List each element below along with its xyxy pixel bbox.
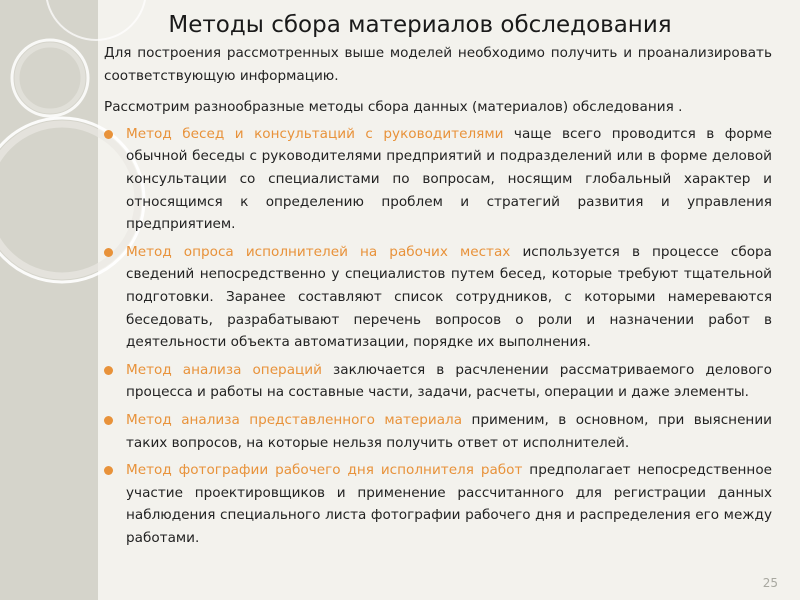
method-description: предполагает непосредственное участие проектировщиков и применение рассчитанного для регистрации данных наблюдения специального листа фотографии рабочего дня и распределения его между работами. bbox=[126, 462, 772, 546]
intro-paragraph-1: Для построения рассмотренных выше моделей необходимо получить и проанализировать соответствующую информацию. bbox=[104, 45, 772, 84]
method-term: Метод бесед и консультаций с руководителями bbox=[126, 125, 504, 142]
method-term: Метод опроса исполнителей на рабочих местах bbox=[126, 243, 511, 260]
method-description: заключается в расчленении рассматриваемого делового процесса и работы на составные части, задачи, расчеты, операции и даже элементы. bbox=[126, 361, 772, 401]
method-term: Метод анализа операций bbox=[126, 361, 322, 378]
bullet-dot-icon bbox=[104, 130, 113, 139]
list-item bbox=[104, 459, 772, 549]
bullet-dot-icon bbox=[104, 416, 113, 425]
method-term: Метод фотографии рабочего дня исполнителя работ bbox=[126, 462, 523, 479]
method-term: Метод анализа представленного материала bbox=[126, 411, 463, 428]
list-item bbox=[104, 409, 772, 454]
bullet-dot-icon bbox=[104, 248, 113, 257]
method-description: чаще всего проводится в форме обычной беседы с руководителями предприятий и подразделений или в форме деловой консультации со специалистами по вопросам, носящим глобальный характер и относящимся к определению проблем и стратегий развития и управления предприятием. bbox=[126, 125, 772, 233]
bullet-dot-icon bbox=[104, 466, 113, 475]
intro-paragraph-2: Рассмотрим разнообразные методы сбора данных (материалов) обследования . bbox=[104, 99, 683, 116]
method-description: используется в процессе сбора сведений непосредственно у специалистов путем бесед, которые требуют тщательной подготовки. Заранее составляют список сотрудников, с которыми намереваются беседовать, разрабатывают перечень вопросов о роли и назначении работ в деятельности объекта автоматизации, порядке их выполнения. bbox=[126, 243, 773, 351]
list-item bbox=[104, 359, 772, 404]
page-number: 25 bbox=[762, 576, 778, 590]
bullet-dot-icon bbox=[104, 366, 113, 375]
list-item bbox=[104, 241, 772, 354]
method-description: применим, в основном, при выяснении таких вопросов, на которые нельзя получить ответ от исполнителей. bbox=[126, 411, 772, 451]
methods-list bbox=[104, 123, 772, 550]
list-item bbox=[104, 123, 772, 236]
slide-content bbox=[104, 42, 772, 554]
slide-title: Методы сбора материалов обследования bbox=[168, 12, 672, 38]
